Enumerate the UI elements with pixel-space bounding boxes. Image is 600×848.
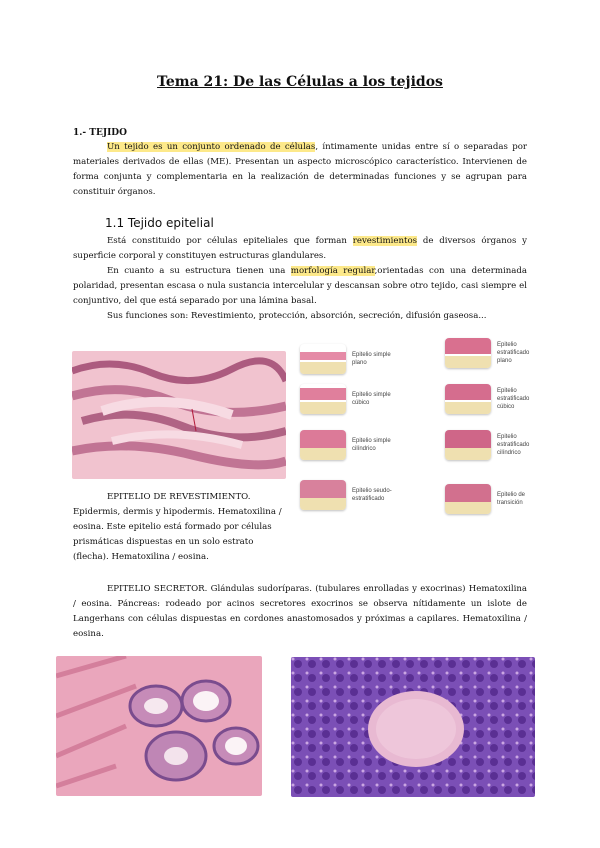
tejido-highlight: Un tejido es un conjunto ordenado de células [107,142,316,152]
epithelium-types-diagram [300,334,540,539]
sweat-gland-drawing [56,656,262,796]
epithelium-type-estratificado-plano [445,338,545,368]
sweat-gland-micrograph [56,656,262,796]
epitelial-text-2b: ,orientadas con una determinada polaridad, presentan escasa o nula sustancia intercelular y descansan sobre otro tejido, casi siempre el conjuntivo, del que está separado por una lámina basal. [73,266,527,306]
epithelium-type-simple-cilindrico [300,430,400,460]
seudoestratificado-illustration [300,480,346,510]
epithelium-micrograph-drawing [72,351,286,479]
simple-cilindrico-illustration [300,430,346,460]
epitelial-paragraph-2 [73,264,527,309]
tejido-paragraph [73,140,527,200]
morfologia-highlight: morfología regular [290,266,375,276]
estratificado-plano-label: Epitelio estratificado plano [497,342,530,364]
estratificado-cilindrico-illustration [445,430,491,460]
estratificado-cubico-label: Epitelio estratificado cúbico [497,388,530,410]
epitelial-text-2a: En cuanto a su estructura tienen una [107,266,291,276]
simple-cilindrico-label: Epitelio simple cilíndrico [352,438,391,452]
estratificado-cubico-illustration [445,384,491,414]
section-heading-tejido: 1.- TEJIDO [73,128,127,138]
epithelium-micrograph [72,351,286,479]
simple-plano-illustration [300,344,346,374]
section-heading-epitelial: 1.1 Tejido epitelial [105,216,214,230]
epitelial-text-1b: de diversos órganos y superficie corporal y constituyen estructuras glandulares. [73,236,527,261]
epithelium-type-seudoestratificado [300,480,400,510]
epithelium-type-simple-plano [300,344,400,374]
estratificado-cilindrico-label: Epitelio estratificado cilíndrico [497,434,530,456]
page-title: Tema 21: De las Células a los tejidos [157,74,443,90]
caption-revestimiento: EPITELIO DE REVESTIMIENTO. Epidermis, dermis y hipodermis. Hematoxilina / eosina. Este epitelio está formado por células prismáticas dispuestas en un solo estrato (flecha). Hematoxilina / eosina. [73,492,282,562]
simple-plano-label: Epitelio simple plano [352,352,391,366]
seudoestratificado-label: Epitelio seudo-estratificado [352,488,392,502]
revestimientos-highlight: revestimientos [352,236,418,246]
pancreas-micrograph [291,657,535,797]
caption-secretor: EPITELIO SECRETOR. Glándulas sudoríparas. (tubulares enrolladas y exocrinas) Hematoxilina / eosina. Páncreas: rodeado por acinos secretores exocrinos se observa nítidamente un islote de Langerhans con células dispuestas en cordones anastomosados y próximas a capilares. Hematoxilina / eosina. [73,584,527,639]
epitelial-text-1a: Está constituido por células epiteliales que forman [107,236,353,246]
tejido-text: , íntimamente unidas entre sí o separadas por materiales derivados de ellas (ME). Presentan un aspecto microscópico característico. Intervienen de forma conjunta y complementaria en la realización de determinadas funciones y se agrupan para constituir órganos. [73,142,527,197]
estratificado-plano-illustration [445,338,491,368]
transicion-illustration [445,484,491,514]
simple-cubico-illustration [300,384,346,414]
epitelial-paragraph-1 [73,234,527,264]
pancreas-drawing [291,657,535,797]
epithelium-type-estratificado-cubico [445,384,545,414]
simple-cubico-label: Epitelio simple cúbico [352,392,391,406]
transicion-label: Epitelio de transición [497,492,526,506]
epithelium-type-simple-cubico [300,384,400,414]
funciones-paragraph: Sus funciones son: Revestimiento, protección, absorción, secreción, difusión gaseosa... [107,311,487,321]
epithelium-type-estratificado-cilindrico [445,430,545,460]
epithelium-type-transicion [445,484,545,514]
